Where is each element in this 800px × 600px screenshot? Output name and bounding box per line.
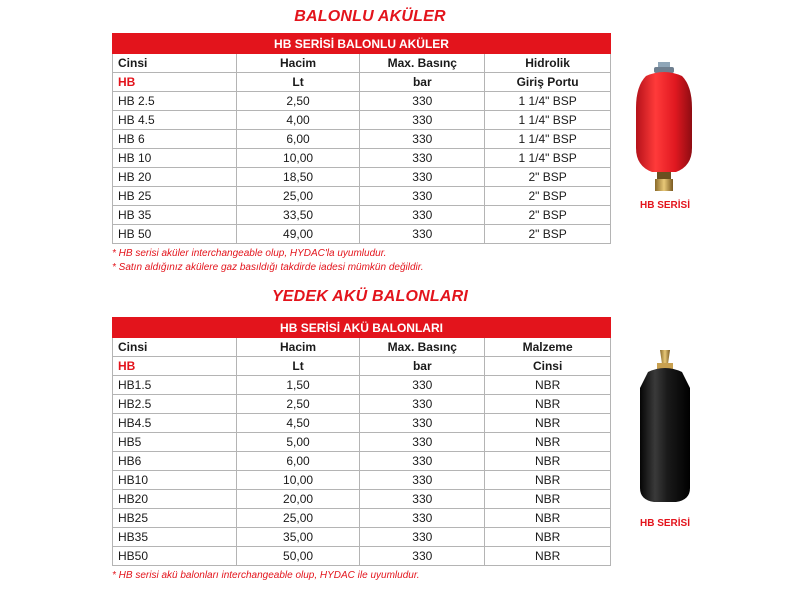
cell-pressure: 330 (360, 111, 485, 130)
cell-volume: 6,00 (236, 130, 360, 149)
cell-pressure: 330 (360, 130, 485, 149)
cell-pressure: 330 (360, 471, 485, 490)
table-row (113, 528, 611, 547)
cell-volume: 4,00 (236, 111, 360, 130)
cell-model: HB 4.5 (113, 111, 237, 130)
table-banner: HB SERİSİ BALONLU AKÜLER (113, 34, 611, 54)
cell-volume: 4,50 (236, 414, 360, 433)
footnote: * Satın aldığınız akülere gaz basıldığı takdirde iadesi mümkün değildir. (112, 262, 424, 273)
cell-volume: 33,50 (236, 206, 360, 225)
unit-port: Giriş Portu (485, 73, 611, 92)
unit-pressure: bar (360, 73, 485, 92)
black-bladder-image (630, 348, 700, 508)
cell-volume: 50,00 (236, 547, 360, 566)
cell-spec: NBR (485, 395, 611, 414)
unit-model: HB (113, 357, 237, 376)
cell-model: HB 25 (113, 187, 237, 206)
product-caption: HB SERİSİ (640, 518, 691, 529)
red-bladder-accumulator-image (624, 62, 704, 192)
column-header-cinsi: Cinsi (113, 54, 237, 73)
cell-spec: 1 1/4" BSP (485, 130, 611, 149)
cell-model: HB2.5 (113, 395, 237, 414)
column-header-hacim: Hacim (236, 338, 360, 357)
section-title-yedek-aku-balonlari: YEDEK AKÜ BALONLARI (271, 288, 469, 305)
cell-pressure: 330 (360, 490, 485, 509)
table-row (113, 111, 611, 130)
cell-volume: 18,50 (236, 168, 360, 187)
cell-volume: 25,00 (236, 509, 360, 528)
table-row (113, 471, 611, 490)
cell-model: HB25 (113, 509, 237, 528)
cell-spec: 2" BSP (485, 225, 611, 244)
cell-pressure: 330 (360, 92, 485, 111)
table-row (113, 395, 611, 414)
cell-volume: 10,00 (236, 471, 360, 490)
table-row (113, 452, 611, 471)
cell-pressure: 330 (360, 395, 485, 414)
cell-model: HB50 (113, 547, 237, 566)
cell-spec: NBR (485, 490, 611, 509)
cell-volume: 10,00 (236, 149, 360, 168)
cell-volume: 5,00 (236, 433, 360, 452)
table-row (113, 168, 611, 187)
cell-volume: 35,00 (236, 528, 360, 547)
cell-volume: 2,50 (236, 395, 360, 414)
cell-spec: 2" BSP (485, 206, 611, 225)
cell-volume: 2,50 (236, 92, 360, 111)
table-row (113, 187, 611, 206)
cell-model: HB 10 (113, 149, 237, 168)
cell-model: HB1.5 (113, 376, 237, 395)
section-title-balonlu-akuler: BALONLU AKÜLER (294, 8, 446, 25)
cell-pressure: 330 (360, 452, 485, 471)
cell-pressure: 330 (360, 414, 485, 433)
cell-pressure: 330 (360, 168, 485, 187)
cell-pressure: 330 (360, 528, 485, 547)
product-caption: HB SERİSİ (640, 200, 691, 211)
cell-pressure: 330 (360, 376, 485, 395)
table-banner: HB SERİSİ AKÜ BALONLARI (113, 318, 611, 338)
cell-pressure: 330 (360, 225, 485, 244)
cell-spec: 1 1/4" BSP (485, 92, 611, 111)
cell-model: HB20 (113, 490, 237, 509)
cell-spec: NBR (485, 528, 611, 547)
table-row (113, 225, 611, 244)
cell-pressure: 330 (360, 206, 485, 225)
cell-spec: 1 1/4" BSP (485, 149, 611, 168)
column-header-cinsi: Cinsi (113, 338, 237, 357)
cell-volume: 49,00 (236, 225, 360, 244)
table-row (113, 414, 611, 433)
hb-aku-balon-table (112, 317, 611, 566)
column-header-max-basinc: Max. Basınç (360, 338, 485, 357)
cell-model: HB35 (113, 528, 237, 547)
unit-pressure: bar (360, 357, 485, 376)
cell-spec: NBR (485, 547, 611, 566)
cell-pressure: 330 (360, 149, 485, 168)
cell-volume: 6,00 (236, 452, 360, 471)
cell-spec: NBR (485, 433, 611, 452)
cell-model: HB10 (113, 471, 237, 490)
cell-volume: 25,00 (236, 187, 360, 206)
unit-volume: Lt (236, 73, 360, 92)
table-row (113, 130, 611, 149)
cell-model: HB4.5 (113, 414, 237, 433)
cell-pressure: 330 (360, 547, 485, 566)
hb-balonlu-aku-table (112, 33, 611, 244)
cell-model: HB 6 (113, 130, 237, 149)
cell-model: HB 20 (113, 168, 237, 187)
table-row (113, 433, 611, 452)
cell-volume: 20,00 (236, 490, 360, 509)
cell-spec: 1 1/4" BSP (485, 111, 611, 130)
table-row (113, 206, 611, 225)
cell-model: HB 35 (113, 206, 237, 225)
cell-pressure: 330 (360, 187, 485, 206)
cell-spec: 2" BSP (485, 187, 611, 206)
unit-model: HB (113, 73, 237, 92)
column-header-hacim: Hacim (236, 54, 360, 73)
cell-model: HB6 (113, 452, 237, 471)
cell-model: HB 2.5 (113, 92, 237, 111)
table-row (113, 149, 611, 168)
footnote: * HB serisi aküler interchangeable olup, HYDAC'la uyumludur. (112, 248, 387, 259)
column-header-malzeme: Malzeme (485, 338, 611, 357)
column-header-hidrolik: Hidrolik (485, 54, 611, 73)
table-row (113, 490, 611, 509)
cell-volume: 1,50 (236, 376, 360, 395)
cell-spec: NBR (485, 376, 611, 395)
table-row (113, 509, 611, 528)
unit-volume: Lt (236, 357, 360, 376)
cell-spec: NBR (485, 471, 611, 490)
cell-model: HB 50 (113, 225, 237, 244)
cell-model: HB5 (113, 433, 237, 452)
column-header-max-basinc: Max. Basınç (360, 54, 485, 73)
cell-spec: 2" BSP (485, 168, 611, 187)
table-row (113, 547, 611, 566)
footnote: * HB serisi akü balonları interchangeable olup, HYDAC ile uyumludur. (112, 570, 420, 581)
cell-pressure: 330 (360, 509, 485, 528)
cell-pressure: 330 (360, 433, 485, 452)
table-row (113, 376, 611, 395)
table-row (113, 92, 611, 111)
unit-material: Cinsi (485, 357, 611, 376)
cell-spec: NBR (485, 414, 611, 433)
cell-spec: NBR (485, 452, 611, 471)
cell-spec: NBR (485, 509, 611, 528)
